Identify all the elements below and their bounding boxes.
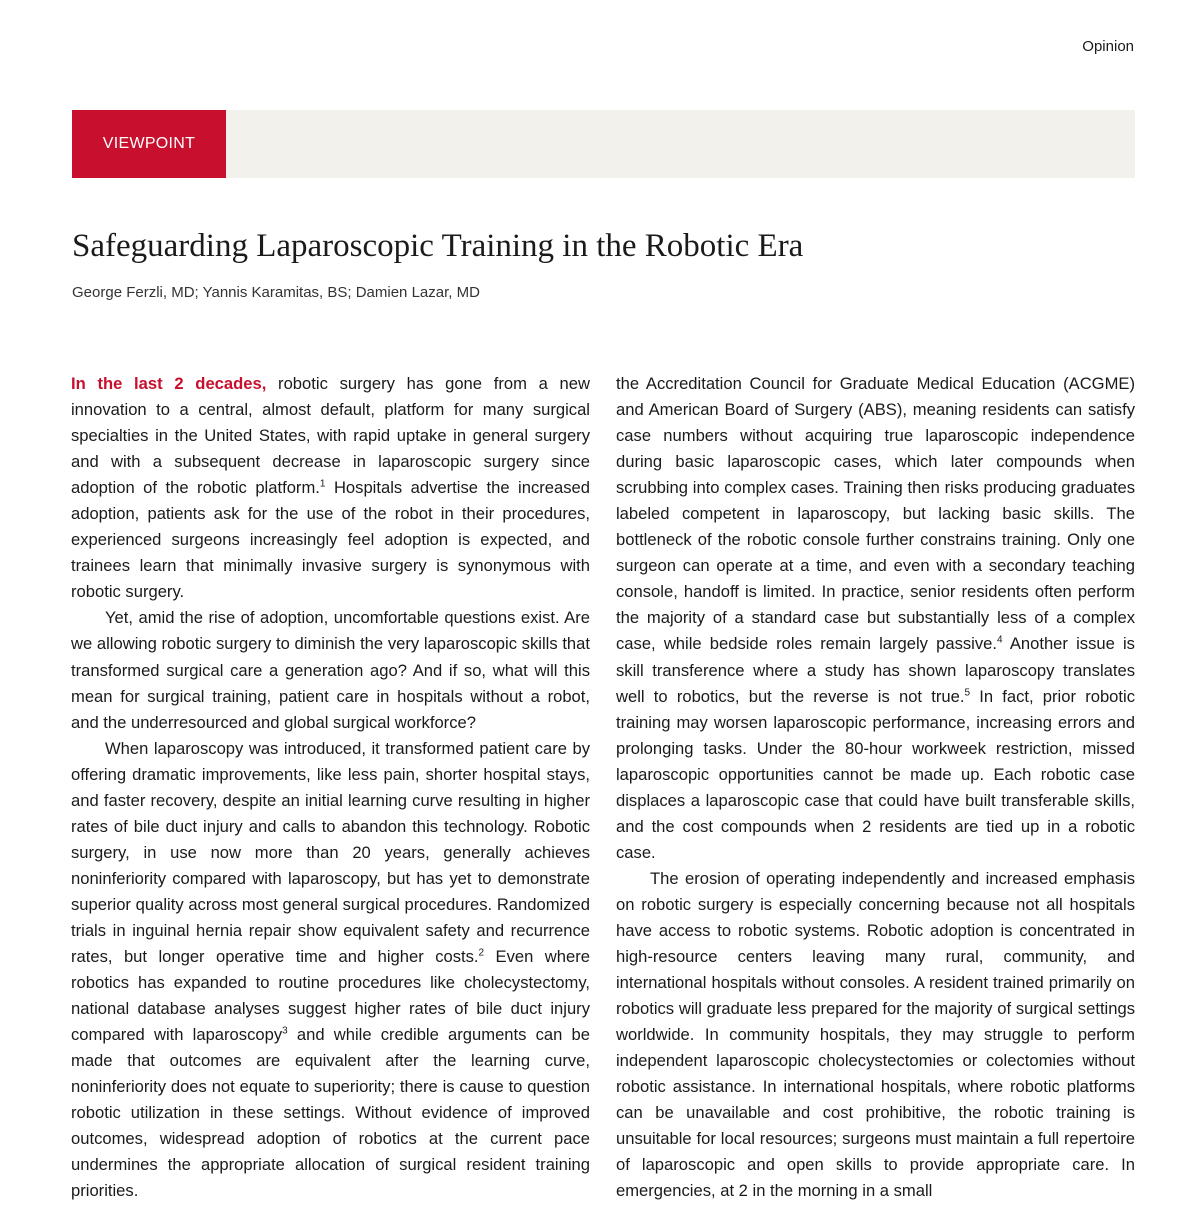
paragraph — [616, 371, 1135, 866]
paragraph-text: and while credible arguments can be made that outcomes are equivalent after the learning curve, noninferiority does not equate to superiority; there is cause to question robotic utilization in these settings. Without evidence of improved outcomes, widespread adoption of robotics at the current pace undermines the appropriate allocation of surgical resident training priorities. — [71, 1025, 590, 1201]
paragraph-text: Hospitals advertise the increased adoption, patients ask for the use of the robot in their procedures, experienced surgeons increasingly feel adoption is expected, and trainees learn that minimally invasive surgery is synonymous with robotic surgery. — [71, 478, 590, 602]
reference-marker: 3 — [282, 1025, 288, 1037]
paragraph: Yet, amid the rise of adoption, uncomfortable questions exist. Are we allowing robotic surgery to diminish the very laparoscopic skills that transformed surgical care a generation ago? And if so, what will this mean for surgical training, patient care in hospitals without a robot, and the underresourced and global surgical workforce? — [71, 608, 590, 732]
paragraph-text: Another issue is skill transference where a study has shown laparoscopy translates well to robotics, but the reverse is not true. — [616, 634, 1135, 706]
paragraph-text: In fact, prior robotic training may worsen laparoscopic performance, increasing errors and prolonging tasks. Under the 80-hour workweek restriction, missed laparoscopic opportunities cannot be made up. Each robotic case displaces a laparoscopic case that could have built transferable skills, and the cost compounds when 2 residents are tied up in a robotic case. — [616, 686, 1136, 862]
lead-in-text: In the last 2 decades, — [71, 374, 267, 393]
paragraph-text: robotic surgery has gone from a new innovation to a central, almost default, platform for many surgical specialties in the United States, with rapid uptake in general surgery and with a subsequent decrease in laparoscopic surgery since adoption of the robotic platform. — [71, 374, 590, 498]
paragraph — [71, 371, 590, 605]
viewpoint-tag: VIEWPOINT — [72, 110, 226, 178]
article-authors: George Ferzli, MD; Yannis Karamitas, BS; Damien Lazar, MD — [72, 284, 480, 301]
reference-marker: 1 — [319, 478, 326, 490]
reference-marker: 5 — [964, 687, 971, 699]
paragraph-text: When laparoscopy was introduced, it transformed patient care by offering dramatic improvements, like less pain, shorter hospital stays, and faster recovery, despite an initial learning curve resulting in higher rates of bile duct injury and calls to abandon this technology. Robotic surgery, in use now more than 20 years, generally achieves noninferiority compared with laparoscopy, but has yet to demonstrate superior quality across most general surgical procedures. Randomized trials in inguinal hernia repair show equivalent safety and recurrence rates, but longer operative time and higher costs. — [71, 738, 590, 967]
left-column — [71, 371, 590, 1205]
paragraph-text: the Accreditation Council for Graduate Medical Education (ACGME) and American Board of Surgery (ABS), meaning residents can satisfy case numbers without acquiring true laparoscopic independence during basic laparoscopic cases, which later compounds when scrubbing into complex cases. Training then risks producing graduates labeled competent in laparoscopy, but lacking basic skills. The bottleneck of the robotic console further constrains training. Only one surgeon can operate at a time, and even with a secondary teaching console, handoff is limited. In practice, senior residents often perform the majority of a standard case but substantially less of a complex case, while bedside roles remain largely passive. — [616, 374, 1135, 654]
reference-marker: 4 — [997, 634, 1003, 646]
article-type-banner — [72, 110, 1135, 178]
right-column — [616, 371, 1135, 1205]
article-title: Safeguarding Laparoscopic Training in the Robotic Era — [72, 228, 804, 264]
section-label: Opinion — [1082, 38, 1134, 55]
reference-marker: 2 — [478, 947, 485, 959]
paragraph-text: Even where robotics has expanded to routine procedures like cholecystectomy, national database analyses suggest higher rates of bile duct injury compared with laparoscopy — [71, 947, 590, 1045]
paragraph — [71, 736, 590, 1205]
paragraph: The erosion of operating independently and increased emphasis on robotic surgery is especially concerning because not all hospitals have access to robotic systems. Robotic adoption is concentrated in high-resource centers leaving many rural, community, and international hospitals without consoles. A resident trained primarily on robotics will graduate less prepared for the majority of surgical settings worldwide. In community hospitals, they may struggle to perform independent laparoscopic cholecystectomies or colectomies without robotic assistance. In international hospitals, where robotic platforms can be unavailable and cost prohibitive, the robotic training is unsuitable for local resources; surgeons must maintain a full repertoire of laparoscopic and open skills to provide appropriate care. In emergencies, at 2 in the morning in a small — [616, 868, 1135, 1201]
